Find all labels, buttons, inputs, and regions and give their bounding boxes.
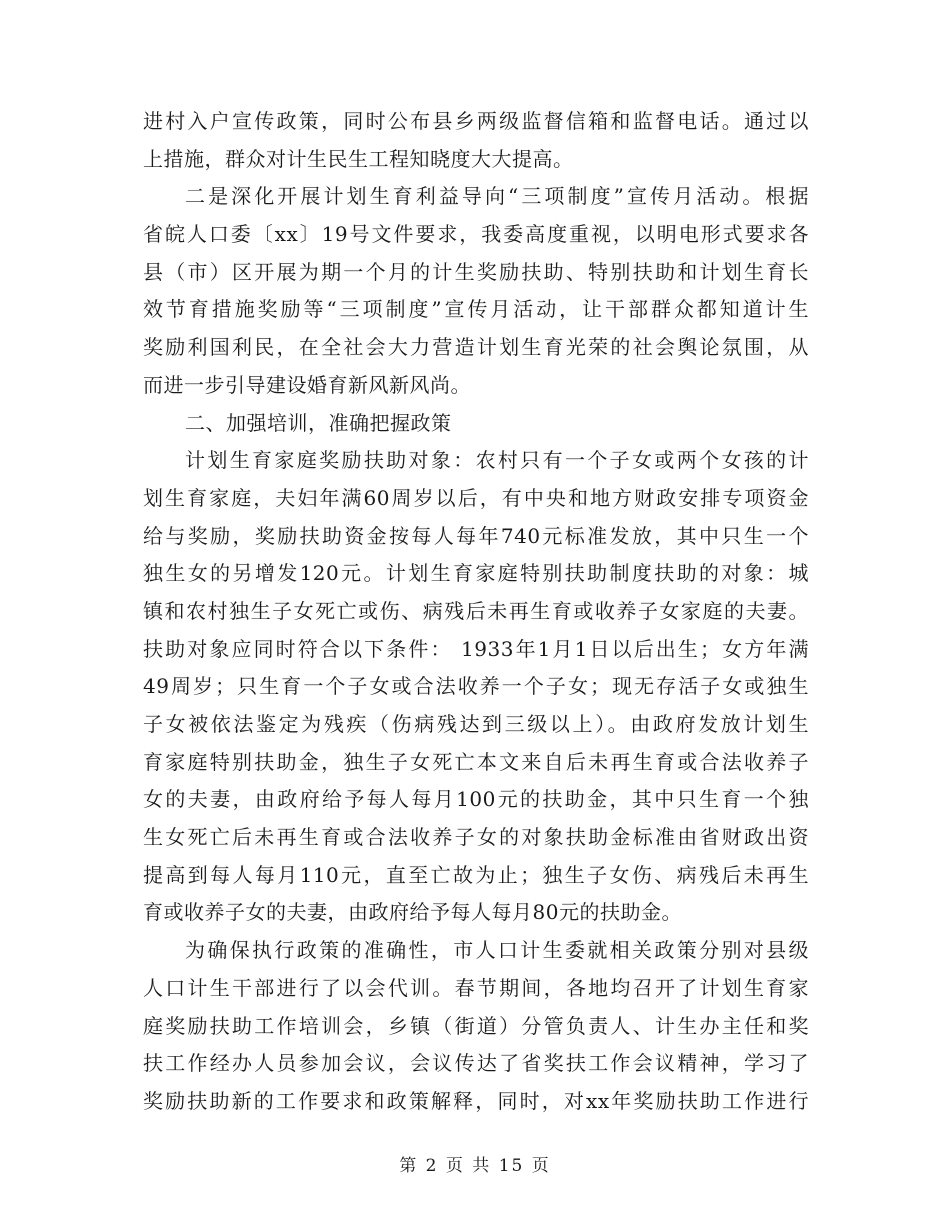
paragraph-line: 效节育措施奖励等“三项制度”宣传月活动，让干部群众都知道计生: [143, 297, 809, 322]
paragraph-line: 扶工作经办人员参加会议，会议传达了省奖扶工作会议精神，学习了: [143, 1051, 809, 1076]
paragraph-line: 省皖人口委〔xx〕19号文件要求，我委高度重视，以明电形式要求各: [143, 222, 809, 247]
paragraph-line: 女的夫妻，由政府给予每人每月100元的扶助金，其中只生育一个独: [143, 787, 809, 812]
paragraph-line: 奖励扶助新的工作要求和政策解释，同时，对xx年奖励扶助工作进行: [143, 1088, 809, 1113]
paragraph-line: 给与奖励，奖励扶助资金按每人每年740元标准发放，其中只生一个: [143, 523, 809, 548]
paragraph-line: 独生女的另增发120元。计划生育家庭特别扶助制度扶助的对象：城: [143, 561, 809, 586]
paragraph-line: 育家庭特别扶助金，独生子女死亡本文来自后未再生育或合法收养子: [143, 749, 809, 774]
paragraph-line: 生女死亡后未再生育或合法收养子女的对象扶助金标准由省财政出资: [143, 825, 809, 850]
page-number-footer: 第 2 页 共 15 页: [399, 1156, 551, 1176]
paragraph-line: 子女被依法鉴定为残疾（伤病残达到三级以上）。由政府发放计划生: [143, 712, 809, 736]
paragraph-line: 镇和农村独生子女死亡或伤、病残后未再生育或收养子女家庭的夫妻。: [143, 598, 809, 623]
paragraph-line: 奖励利国利民，在全社会大力营造计划生育光荣的社会舆论氛围，从: [143, 335, 809, 360]
paragraph-line: 划生育家庭，夫妇年满60周岁以后，有中央和地方财政安排专项资金: [143, 485, 809, 510]
paragraph-line: 育或收养子女的夫妻，由政府给予每人每月80元的扶助金。: [143, 900, 682, 925]
paragraph-line: 为确保执行政策的准确性，市人口计生委就相关政策分别对县级: [185, 938, 809, 963]
paragraph-line: 二是深化开展计划生育利益导向“三项制度”宣传月活动。根据: [185, 184, 809, 209]
paragraph-line: 计划生育家庭奖励扶助对象：农村只有一个子女或两个女孩的计: [185, 448, 809, 473]
paragraph-line: 县（市）区开展为期一个月的计生奖励扶助、特别扶助和计划生育长: [143, 259, 809, 284]
paragraph-line: 49周岁；只生育一个子女或合法收养一个子女；现无存活子女或独生: [143, 674, 809, 699]
paragraph-line: 而进一步引导建设婚育新风新风尚。: [143, 372, 471, 397]
paragraph-line: 庭奖励扶助工作培训会，乡镇（街道）分管负责人、计生办主任和奖: [143, 1013, 809, 1038]
paragraph-line: 上措施，群众对计生民生工程知晓度大大提高。: [143, 146, 574, 171]
document-body: [143, 103, 809, 1121]
section-heading: 二、加强培训，准确把握政策: [185, 410, 452, 435]
paragraph-line: 进村入户宣传政策，同时公布县乡两级监督信箱和监督电话。通过以: [143, 109, 809, 133]
paragraph-line: 扶助对象应同时符合以下条件： 1933年1月1日以后出生；女方年满: [143, 636, 809, 661]
paragraph-line: 人口计生干部进行了以会代训。春节期间，各地均召开了计划生育家: [143, 975, 809, 1000]
paragraph-line: 提高到每人每月110元，直至亡故为止；独生子女伤、病残后未再生: [143, 862, 809, 887]
